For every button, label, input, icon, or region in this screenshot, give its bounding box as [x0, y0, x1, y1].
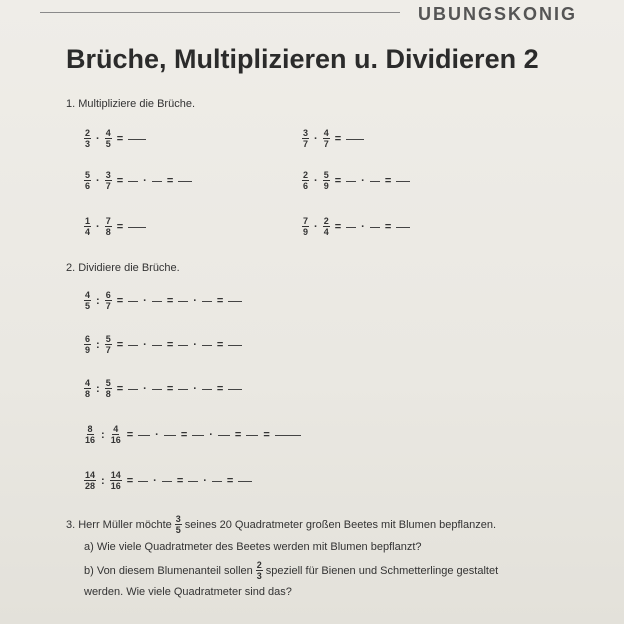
answer-blank[interactable] [152, 389, 162, 390]
operator: : [96, 338, 100, 351]
operator: · [193, 382, 197, 395]
fraction: $\frac{2}{6}$ [303, 170, 309, 191]
task2-exercise [84, 290, 242, 311]
fraction: $\frac{2}{3}$ [256, 560, 262, 581]
equals-sign: = [216, 382, 224, 395]
answer-blank[interactable] [162, 481, 172, 482]
equals-sign: = [116, 174, 124, 187]
operator: : [96, 294, 100, 307]
answer-blank[interactable] [178, 345, 188, 346]
equals-sign: = [116, 294, 124, 307]
operator: · [96, 132, 100, 145]
equals-sign: = [116, 220, 124, 233]
fraction: $\frac{8}{16}$ [85, 424, 96, 445]
answer-blank[interactable] [128, 301, 138, 302]
fraction: $\frac{4}{7}$ [323, 128, 329, 149]
equals-sign: = [334, 220, 342, 233]
task3-question-b [84, 560, 498, 581]
answer-blank[interactable] [138, 481, 148, 482]
equals-sign: = [116, 382, 124, 395]
task3-b-text: b) Von diesem Blumenanteil sollen [84, 564, 253, 577]
fraction: $\frac{14}{28}$ [85, 470, 96, 491]
fraction: $\frac{5}{8}$ [105, 378, 111, 399]
answer-blank[interactable] [228, 345, 242, 346]
fraction: $\frac{7}{8}$ [105, 216, 111, 237]
task3-intro-text: seines 20 Quadratmeter großen Beetes mit Blumen bepflanzen. [184, 518, 497, 531]
brand-logo-text: UBUNGSKONIG [418, 4, 578, 24]
equals-sign: = [166, 382, 174, 395]
answer-blank[interactable] [178, 181, 192, 182]
operator: · [143, 382, 147, 395]
equals-sign: = [384, 220, 392, 233]
equals-sign: = [384, 174, 392, 187]
answer-blank[interactable] [202, 301, 212, 302]
answer-blank[interactable] [238, 481, 252, 482]
equals-sign: = [116, 338, 124, 351]
answer-blank[interactable] [188, 481, 198, 482]
fraction: $\frac{3}{5}$ [175, 514, 181, 535]
answer-blank[interactable] [228, 301, 242, 302]
answer-blank[interactable] [178, 389, 188, 390]
equals-sign: = [334, 132, 342, 145]
task2-label: 2. Dividiere die Brüche. [66, 262, 180, 274]
equals-sign: = [180, 428, 188, 441]
task3-question-a: a) Wie viele Quadratmeter des Beetes werden mit Blumen bepflanzt? [84, 541, 422, 553]
equals-sign: = [226, 474, 234, 487]
answer-blank[interactable] [346, 227, 356, 228]
fraction: $\frac{2}{4}$ [323, 216, 329, 237]
task1-exercise [84, 170, 192, 191]
equals-sign: = [116, 132, 124, 145]
header-rule [40, 12, 400, 13]
answer-blank[interactable] [128, 227, 146, 228]
operator: · [96, 220, 100, 233]
task2-exercise [84, 378, 242, 399]
task2-exercise [84, 470, 252, 491]
task1-exercise [302, 128, 364, 149]
answer-blank[interactable] [346, 181, 356, 182]
answer-blank[interactable] [275, 435, 301, 436]
operator: · [143, 294, 147, 307]
answer-blank[interactable] [202, 345, 212, 346]
operator: · [143, 338, 147, 351]
fraction: $\frac{1}{4}$ [85, 216, 91, 237]
operator: · [155, 428, 159, 441]
fraction: $\frac{5}{7}$ [105, 334, 111, 355]
answer-blank[interactable] [346, 139, 364, 140]
operator: · [203, 474, 207, 487]
fraction: $\frac{14}{16}$ [110, 470, 121, 491]
fraction: $\frac{4}{8}$ [85, 378, 91, 399]
fraction: $\frac{7}{9}$ [303, 216, 309, 237]
answer-blank[interactable] [396, 227, 410, 228]
answer-blank[interactable] [152, 345, 162, 346]
operator: · [96, 174, 100, 187]
answer-blank[interactable] [370, 227, 380, 228]
task1-exercise [84, 216, 146, 237]
operator: · [361, 174, 365, 187]
answer-blank[interactable] [128, 345, 138, 346]
operator: · [193, 338, 197, 351]
task3-question-b-line2: werden. Wie viele Quadratmeter sind das? [84, 586, 292, 598]
task1-exercise [84, 128, 146, 149]
fraction: $\frac{5}{6}$ [85, 170, 91, 191]
equals-sign: = [234, 428, 242, 441]
fraction: $\frac{4}{5}$ [105, 128, 111, 149]
equals-sign: = [216, 338, 224, 351]
task3-b-text: speziell für Bienen und Schmetterlinge gestaltet [265, 564, 499, 577]
task3-intro-text: 3. Herr Müller möchte [66, 518, 172, 531]
operator: : [101, 474, 105, 487]
answer-blank[interactable] [152, 181, 162, 182]
task1-exercise [302, 170, 410, 191]
answer-blank[interactable] [128, 139, 146, 140]
fraction: $\frac{3}{7}$ [303, 128, 309, 149]
answer-blank[interactable] [164, 435, 176, 436]
equals-sign: = [216, 294, 224, 307]
answer-blank[interactable] [246, 435, 258, 436]
equals-sign: = [166, 294, 174, 307]
fraction: $\frac{6}{7}$ [105, 290, 111, 311]
equals-sign: = [166, 174, 174, 187]
equals-sign: = [263, 428, 270, 441]
equals-sign: = [176, 474, 184, 487]
operator: · [143, 174, 147, 187]
equals-sign: = [126, 428, 134, 441]
answer-blank[interactable] [228, 389, 242, 390]
answer-blank[interactable] [212, 481, 222, 482]
answer-blank[interactable] [128, 181, 138, 182]
operator: : [96, 382, 100, 395]
task1-exercise [302, 216, 410, 237]
operator: · [361, 220, 365, 233]
equals-sign: = [126, 474, 134, 487]
fraction: $\frac{6}{9}$ [85, 334, 91, 355]
page-title: Brüche, Multiplizieren u. Dividieren 2 [66, 44, 539, 74]
answer-blank[interactable] [192, 435, 204, 436]
operator: · [314, 174, 318, 187]
fraction: $\frac{5}{9}$ [323, 170, 329, 191]
operator: : [101, 428, 105, 441]
operator: · [314, 132, 318, 145]
answer-blank[interactable] [370, 181, 380, 182]
answer-blank[interactable] [202, 389, 212, 390]
equals-sign: = [166, 338, 174, 351]
answer-blank[interactable] [178, 301, 188, 302]
answer-blank[interactable] [138, 435, 150, 436]
operator: · [209, 428, 213, 441]
operator: · [193, 294, 197, 307]
task2-exercise [84, 424, 301, 445]
answer-blank[interactable] [152, 301, 162, 302]
task3-intro [66, 514, 496, 535]
answer-blank[interactable] [128, 389, 138, 390]
fraction: $\frac{3}{7}$ [105, 170, 111, 191]
fraction: $\frac{2}{3}$ [85, 128, 91, 149]
answer-blank[interactable] [396, 181, 410, 182]
fraction: $\frac{4}{16}$ [110, 424, 121, 445]
operator: · [314, 220, 318, 233]
equals-sign: = [334, 174, 342, 187]
operator: · [153, 474, 157, 487]
answer-blank[interactable] [218, 435, 230, 436]
fraction: $\frac{4}{5}$ [85, 290, 91, 311]
task2-exercise [84, 334, 242, 355]
task1-label: 1. Multipliziere die Brüche. [66, 98, 196, 110]
